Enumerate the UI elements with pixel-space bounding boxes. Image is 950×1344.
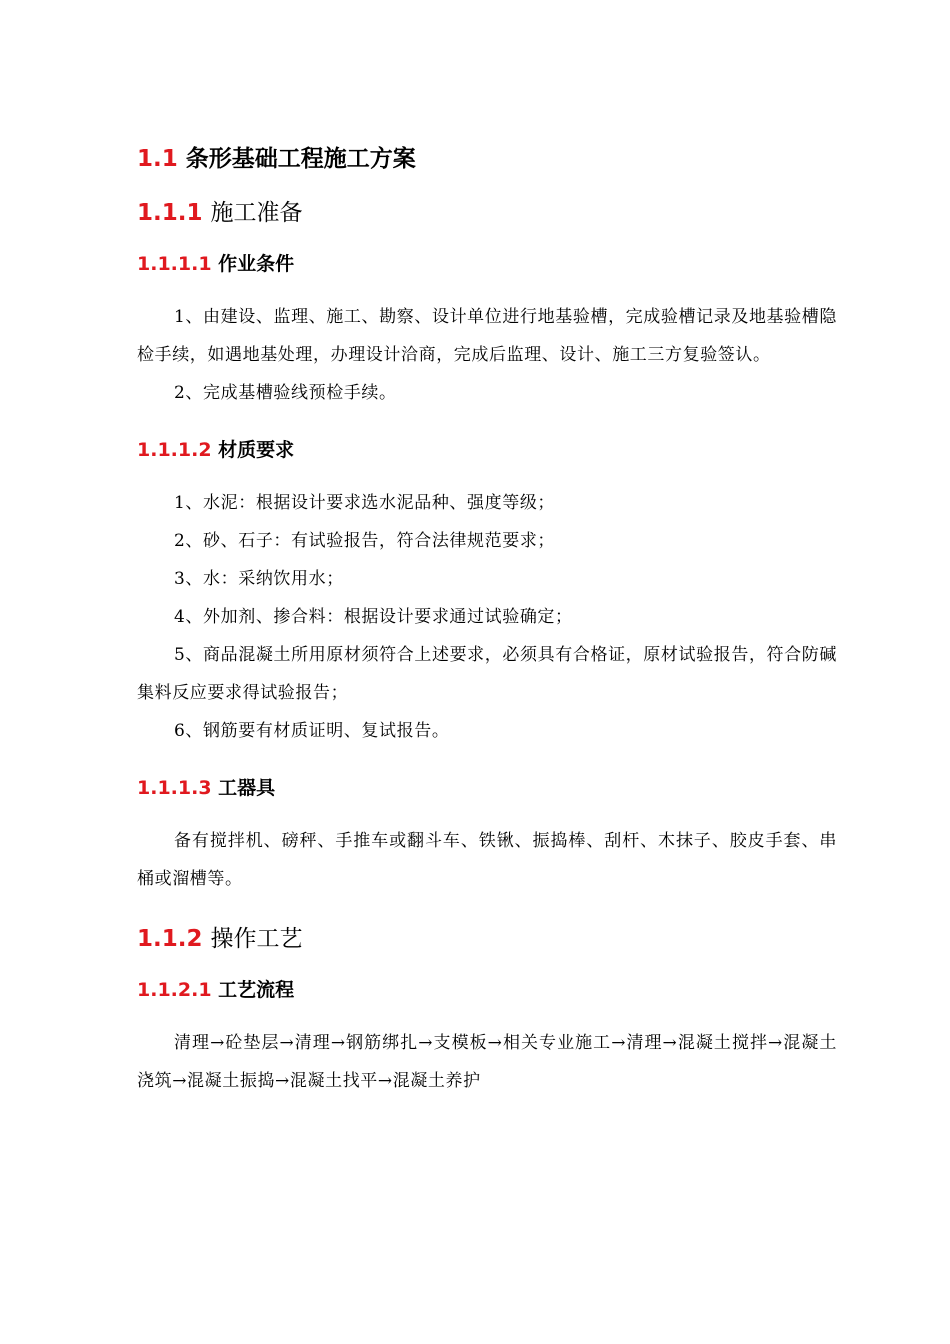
heading-number: 1.1 (137, 146, 178, 172)
heading-1-1-1-3 (137, 772, 837, 804)
heading-1-1-2-1 (137, 974, 837, 1006)
heading-number: 1.1.1.1 (137, 253, 212, 275)
paragraph: 1、水泥：根据设计要求选水泥品种、强度等级； (174, 493, 556, 513)
heading-1-1-1 (137, 194, 837, 232)
paragraph: 清理→砼垫层→清理→钢筋绑扎→支模板→相关专业施工→清理→混凝土搅拌→混凝土浇筑→混凝土振捣→混凝土找平→混凝土养护 (137, 1033, 837, 1091)
heading-1-1-1-1 (137, 248, 837, 280)
paragraph: 2、砂、石子：有试验报告，符合法律规范要求； (174, 531, 556, 551)
document-body (137, 140, 837, 1122)
heading-title: 条形基础工程施工方案 (185, 146, 416, 172)
paragraph: 4、外加剂、掺合料：根据设计要求通过试验确定； (174, 607, 573, 627)
heading-title: 作业条件 (218, 253, 295, 275)
paragraph: 备有搅拌机、磅秤、手推车或翻斗车、铁锹、振捣棒、刮杆、木抹子、胶皮手套、串桶或溜槽等。 (137, 831, 837, 889)
heading-number: 1.1.2.1 (137, 979, 212, 1001)
heading-title: 施工准备 (210, 200, 303, 226)
paragraph: 2、完成基槽验线预检手续。 (174, 383, 397, 403)
paragraph: 1、由建设、监理、施工、勘察、设计单位进行地基验槽，完成验槽记录及地基验槽隐检手续，如遇地基处理，办理设计洽商，完成后监理、设计、施工三方复验签认。 (137, 307, 837, 365)
heading-title: 材质要求 (218, 439, 295, 461)
section-paragraphs (137, 1024, 837, 1100)
heading-title: 操作工艺 (210, 926, 303, 952)
paragraph: 5、商品混凝土所用原材须符合上述要求，必须具有合格证，原材试验报告，符合防碱集料反应要求得试验报告； (137, 645, 837, 703)
heading-number: 1.1.1.3 (137, 777, 212, 799)
heading-title: 工器具 (218, 777, 276, 799)
heading-title: 工艺流程 (218, 979, 295, 1001)
heading-number: 1.1.1 (137, 200, 203, 226)
section-paragraphs (137, 484, 837, 750)
section-paragraphs (137, 822, 837, 898)
heading-1-1-1-2 (137, 434, 837, 466)
paragraph: 6、钢筋要有材质证明、复试报告。 (174, 721, 450, 741)
heading-1-1-2 (137, 920, 837, 958)
heading-number: 1.1.1.2 (137, 439, 212, 461)
heading-1-1 (137, 140, 837, 178)
paragraph: 3、水：采纳饮用水； (174, 569, 344, 589)
heading-number: 1.1.2 (137, 926, 203, 952)
section-paragraphs (137, 298, 837, 412)
